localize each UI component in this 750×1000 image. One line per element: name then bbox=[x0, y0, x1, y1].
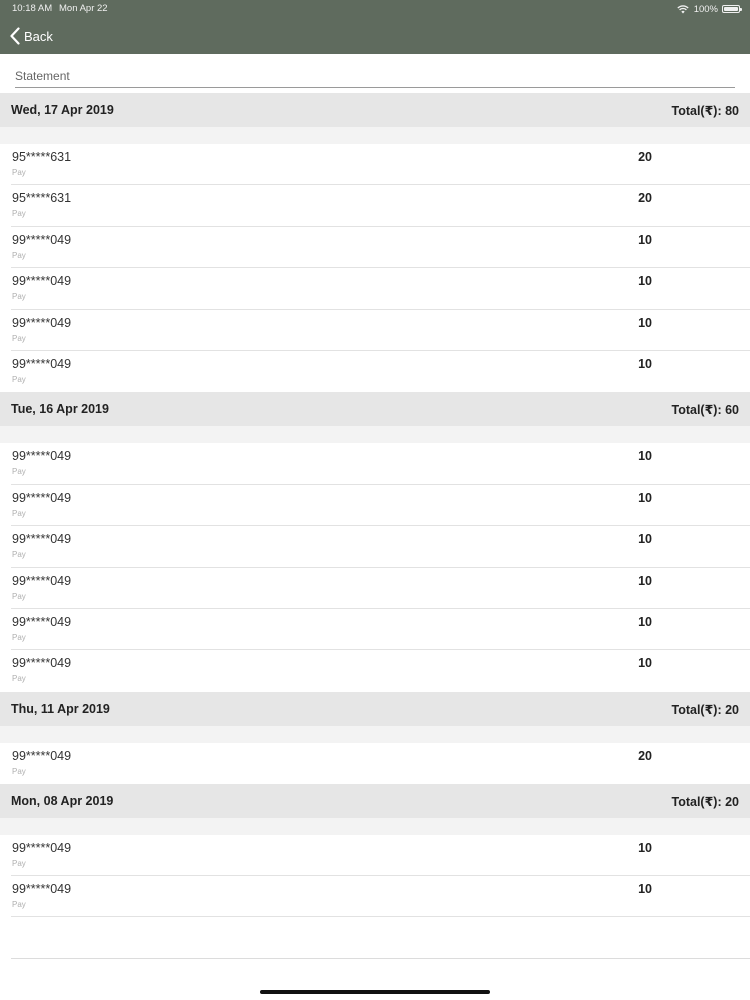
transaction-row[interactable] bbox=[0, 268, 750, 309]
navigation-bar bbox=[0, 0, 750, 54]
statement-field[interactable] bbox=[15, 64, 735, 88]
transaction-type: Pay bbox=[12, 632, 26, 642]
transaction-amount: 10 bbox=[638, 232, 652, 247]
section-total: Total(₹): 20 bbox=[671, 795, 739, 810]
masked-number: 99*****049 bbox=[12, 882, 72, 897]
transaction-type: Pay bbox=[12, 467, 26, 477]
transaction-row[interactable] bbox=[0, 227, 750, 268]
transaction-row[interactable] bbox=[0, 609, 750, 650]
masked-number: 99*****049 bbox=[12, 841, 72, 856]
masked-number: 95*****631 bbox=[12, 150, 72, 164]
transaction-amount: 10 bbox=[638, 315, 652, 330]
statement-label: Statement bbox=[15, 69, 70, 83]
transaction-row[interactable] bbox=[0, 650, 750, 691]
masked-number: 99*****049 bbox=[12, 356, 72, 371]
section-date: Thu, 11 Apr 2019 bbox=[11, 701, 110, 716]
transaction-type: Pay bbox=[12, 209, 26, 219]
transaction-type: Pay bbox=[12, 250, 26, 260]
masked-number: 95*****631 bbox=[12, 191, 72, 206]
masked-number: 99*****049 bbox=[12, 232, 72, 247]
masked-number: 99*****049 bbox=[12, 573, 72, 588]
home-indicator[interactable] bbox=[260, 990, 490, 994]
transaction-row[interactable] bbox=[0, 185, 750, 226]
transaction-row[interactable] bbox=[0, 568, 750, 609]
masked-number: 99*****049 bbox=[12, 274, 72, 289]
masked-number: 99*****049 bbox=[12, 532, 72, 547]
transaction-amount: 20 bbox=[638, 191, 652, 206]
transaction-row[interactable] bbox=[0, 835, 750, 876]
masked-number: 99*****049 bbox=[12, 449, 72, 464]
transaction-row[interactable] bbox=[0, 876, 750, 917]
transaction-amount: 10 bbox=[638, 882, 652, 897]
back-button[interactable] bbox=[9, 26, 53, 46]
transaction-amount: 20 bbox=[638, 748, 652, 763]
section-header bbox=[0, 93, 750, 127]
transaction-type: Pay bbox=[12, 292, 26, 302]
transaction-row[interactable] bbox=[0, 743, 750, 784]
transaction-amount: 20 bbox=[638, 150, 652, 164]
section-header bbox=[0, 392, 750, 426]
section-header bbox=[0, 784, 750, 818]
masked-number: 99*****049 bbox=[12, 748, 72, 763]
battery-icon bbox=[722, 5, 740, 13]
transaction-amount: 10 bbox=[638, 841, 652, 856]
section-total: Total(₹): 60 bbox=[671, 403, 739, 418]
transaction-type: Pay bbox=[12, 900, 26, 910]
transaction-amount: 10 bbox=[638, 656, 652, 671]
transaction-type: Pay bbox=[12, 859, 26, 869]
transaction-row[interactable] bbox=[0, 443, 750, 484]
transaction-type: Pay bbox=[12, 550, 26, 560]
section-header bbox=[0, 692, 750, 726]
section-total: Total(₹): 80 bbox=[671, 104, 739, 118]
masked-number: 99*****049 bbox=[12, 656, 72, 671]
masked-number: 99*****049 bbox=[12, 490, 72, 505]
transaction-row[interactable] bbox=[0, 526, 750, 567]
transaction-type: Pay bbox=[12, 591, 26, 601]
transaction-type: Pay bbox=[12, 508, 26, 518]
transaction-row[interactable] bbox=[0, 144, 750, 185]
transaction-row[interactable] bbox=[0, 485, 750, 526]
transaction-type: Pay bbox=[12, 674, 26, 684]
statement-list bbox=[0, 93, 750, 918]
transaction-row[interactable] bbox=[0, 310, 750, 351]
section-date: Wed, 17 Apr 2019 bbox=[11, 103, 114, 117]
transaction-type: Pay bbox=[12, 168, 26, 177]
transaction-amount: 10 bbox=[638, 532, 652, 547]
transaction-row[interactable] bbox=[0, 351, 750, 392]
footer-divider bbox=[11, 958, 750, 959]
section-date: Mon, 08 Apr 2019 bbox=[11, 794, 114, 809]
back-label: Back bbox=[24, 28, 53, 44]
transaction-type: Pay bbox=[12, 333, 26, 343]
status-date: Mon Apr 22 bbox=[59, 3, 108, 14]
transaction-amount: 10 bbox=[638, 449, 652, 464]
section-total: Total(₹): 20 bbox=[671, 702, 739, 717]
transaction-type: Pay bbox=[12, 766, 26, 776]
section-date: Tue, 16 Apr 2019 bbox=[11, 402, 109, 417]
list-divider bbox=[11, 916, 750, 917]
transaction-amount: 10 bbox=[638, 356, 652, 371]
transaction-type: Pay bbox=[12, 374, 26, 384]
transaction-amount: 10 bbox=[638, 614, 652, 629]
masked-number: 99*****049 bbox=[12, 315, 72, 330]
transaction-amount: 10 bbox=[638, 490, 652, 505]
masked-number: 99*****049 bbox=[12, 614, 72, 629]
transaction-amount: 10 bbox=[638, 274, 652, 289]
chevron-left-icon bbox=[9, 27, 21, 45]
transaction-amount: 10 bbox=[638, 573, 652, 588]
status-indicators bbox=[677, 2, 740, 16]
battery-percent: 100% bbox=[693, 3, 718, 15]
wifi-icon bbox=[677, 5, 689, 14]
status-time: 10:18 AM bbox=[12, 3, 53, 14]
